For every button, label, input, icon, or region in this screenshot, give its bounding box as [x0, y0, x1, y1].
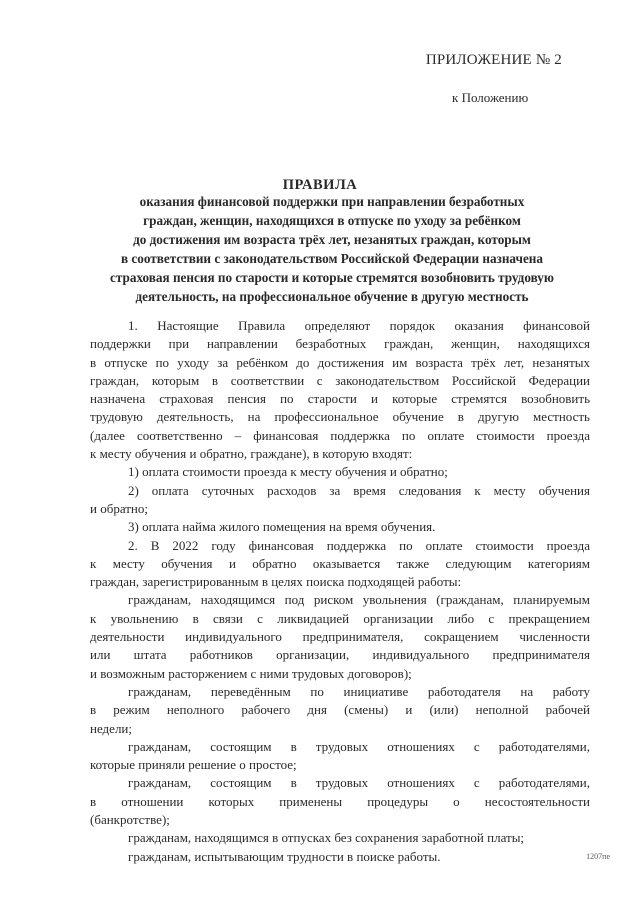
subtitle-line: граждан, женщин, находящихся в отпуске по уходу за ребёнком [143, 213, 521, 228]
body-line: к месту обучения и обратно оказывается также следующим категориям [90, 555, 590, 571]
body-line: недели; [90, 720, 132, 736]
body-line: в отпуске по уходу за ребёнком до достижения им возраста трёх лет, незанятых [90, 354, 590, 370]
footer-code: 1207пе [586, 852, 610, 861]
body-line: и обратно; [90, 500, 149, 516]
document-body [90, 317, 590, 866]
body-line: или штата работников организации, индивидуального предпринимателя [90, 647, 590, 663]
body-line: трудовую деятельность, на профессиональное обучение в другую местность [90, 409, 590, 425]
annex-number: ПРИЛОЖЕНИЕ № 2 [425, 52, 562, 68]
body-line: гражданам, переведённым по инициативе работодателя на работу [128, 683, 590, 699]
body-line: поддержки при направлении безработных граждан, женщин, находящихся [90, 336, 590, 352]
body-line: гражданам, находящимся в отпусках без сохранения заработной платы; [128, 830, 525, 846]
subtitle-line: оказания финансовой поддержки при направлении безработных [139, 194, 525, 209]
list-item: 1) оплата стоимости проезда к месту обучения и обратно; [128, 464, 448, 480]
body-line: 1. Настоящие Правила определяют порядок оказания финансовой [128, 318, 590, 333]
body-line: которые приняли решение о простое; [90, 757, 297, 773]
body-line: (банкротстве); [90, 812, 170, 828]
body-line: деятельности индивидуального предпринимателя, сокращением численности [90, 629, 590, 645]
document-subtitle [82, 192, 582, 306]
body-line: в режим неполного рабочего дня (смены) и (или) неполной рабочей [90, 702, 590, 718]
subtitle-line: до достижения им возраста трёх лет, незанятых граждан, которым [133, 232, 531, 247]
body-line: граждан, зарегистрированным в целях поиска подходящей работы: [90, 574, 462, 590]
body-line: гражданам, состоящим в трудовых отношениях с работодателями, [128, 775, 590, 791]
body-line: (далее соответственно – финансовая поддержка по оплате стоимости проезда [90, 427, 590, 443]
body-line: к увольнению в связи с ликвидацией организации либо с прекращением [90, 610, 590, 626]
body-line: гражданам, находящимся под риском увольнения (гражданам, планируемым [128, 592, 590, 608]
body-line: в отношении которых применены процедуры о несостоятельности [90, 793, 590, 809]
body-line: назначена страховая пенсия по старости и которые стремятся возобновить [90, 391, 590, 407]
annex-subtitle: к Положению [452, 90, 529, 105]
body-line: граждан, которым в соответствии с законодательством Российской Федерации [90, 372, 590, 388]
list-item: 2) оплата суточных расходов за время следования к месту обучения [128, 482, 590, 498]
subtitle-line: в соответствии с законодательством Российской Федерации назначена [121, 251, 543, 266]
body-line: гражданам, испытывающим трудности в поиске работы. [128, 848, 441, 864]
body-line: гражданам, состоящим в трудовых отношениях с работодателями, [128, 738, 590, 754]
subtitle-line: страховая пенсия по старости и которые стремятся возобновить трудовую [110, 270, 554, 285]
list-item: 3) оплата найма жилого помещения на время обучения. [128, 519, 436, 535]
body-line: 2. В 2022 году финансовая поддержка по оплате стоимости проезда [128, 537, 590, 553]
body-line: к месту обучения и обратно, граждане), в которую входят: [90, 446, 413, 462]
body-line: и возможным расторжением с ними трудовых договоров); [90, 665, 412, 681]
subtitle-line: деятельность, на профессиональное обучение в другую местность [135, 289, 529, 304]
document-title: ПРАВИЛА [282, 177, 358, 193]
